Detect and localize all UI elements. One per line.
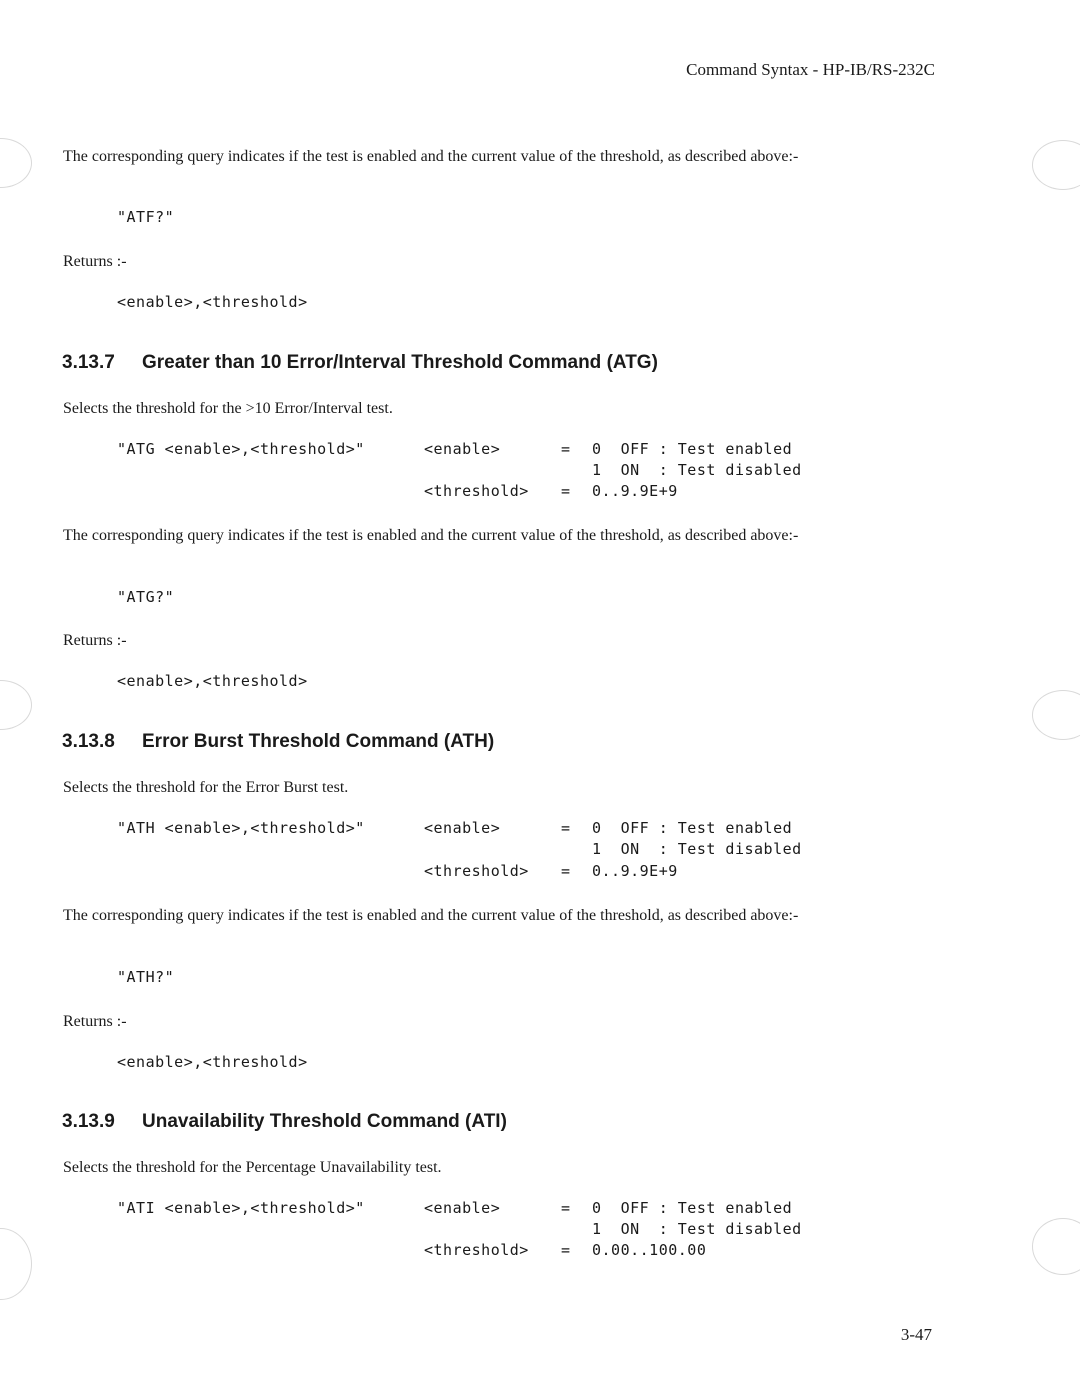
atg-option-1: 1 ON : Test disabled [592,461,802,479]
section-number: 3.13.8 [62,731,115,752]
ati-option-1: 1 ON : Test disabled [592,1220,802,1238]
ati-equals-threshold: = [561,1241,571,1259]
page-header: Command Syntax - HP-IB/RS-232C [686,60,935,79]
ati-threshold-range: 0.00..100.00 [592,1241,707,1259]
ath-param-threshold: <threshold> [424,862,529,880]
atf-query-description: The corresponding query indicates if the test is enabled and the current value of the threshold, as described above:- [63,148,799,165]
atg-equals-threshold: = [561,482,571,500]
atg-param-enable: <enable> [424,440,501,458]
section-heading-atg [62,352,658,374]
atg-equals-enable: = [561,440,571,458]
section-heading-ati [62,1111,507,1133]
atg-command: "ATG <enable>,<threshold>" [117,440,365,458]
atg-threshold-range: 0..9.9E+9 [592,482,678,500]
binder-hole-mark [1032,690,1080,740]
binder-hole-mark [1032,140,1080,190]
section-number: 3.13.9 [62,1111,115,1132]
ati-command: "ATI <enable>,<threshold>" [117,1199,365,1217]
ath-returns-value: <enable>,<threshold> [117,1053,308,1071]
atg-query-description: The corresponding query indicates if the test is enabled and the current value of the threshold, as described above:- [63,527,799,544]
atf-returns-label: Returns :- [63,253,127,270]
atf-returns-value: <enable>,<threshold> [117,293,308,311]
atg-returns-value: <enable>,<threshold> [117,672,308,690]
atg-query-command: "ATG?" [117,588,175,606]
ath-equals-enable: = [561,819,571,837]
ath-returns-label: Returns :- [63,1013,127,1030]
ath-query-description: The corresponding query indicates if the test is enabled and the current value of the threshold, as described above:- [63,907,799,924]
ath-equals-threshold: = [561,862,571,880]
binder-hole-mark [1032,1218,1080,1275]
atg-option-0: 0 OFF : Test enabled [592,440,793,458]
binder-hole-mark [0,138,32,188]
atg-returns-label: Returns :- [63,632,127,649]
ath-option-1: 1 ON : Test disabled [592,840,802,858]
ati-equals-enable: = [561,1199,571,1217]
atg-description: Selects the threshold for the >10 Error/Interval test. [63,400,393,417]
section-title: Greater than 10 Error/Interval Threshold Command (ATG) [142,352,658,373]
section-title: Unavailability Threshold Command (ATI) [142,1111,507,1132]
ath-option-0: 0 OFF : Test enabled [592,819,793,837]
ati-param-enable: <enable> [424,1199,501,1217]
atf-query-command: "ATF?" [117,208,175,226]
ati-description: Selects the threshold for the Percentage Unavailability test. [63,1159,442,1176]
binder-hole-mark [0,1228,32,1300]
section-heading-ath [62,731,494,753]
ath-command: "ATH <enable>,<threshold>" [117,819,365,837]
ath-query-command: "ATH?" [117,968,175,986]
section-title: Error Burst Threshold Command (ATH) [142,731,495,752]
ath-param-enable: <enable> [424,819,501,837]
ath-threshold-range: 0..9.9E+9 [592,862,678,880]
atg-param-threshold: <threshold> [424,482,529,500]
binder-hole-mark [0,680,32,730]
ath-description: Selects the threshold for the Error Burst test. [63,779,349,796]
ati-option-0: 0 OFF : Test enabled [592,1199,793,1217]
section-number: 3.13.7 [62,352,115,373]
page-number: 3-47 [900,1325,932,1344]
ati-param-threshold: <threshold> [424,1241,529,1259]
